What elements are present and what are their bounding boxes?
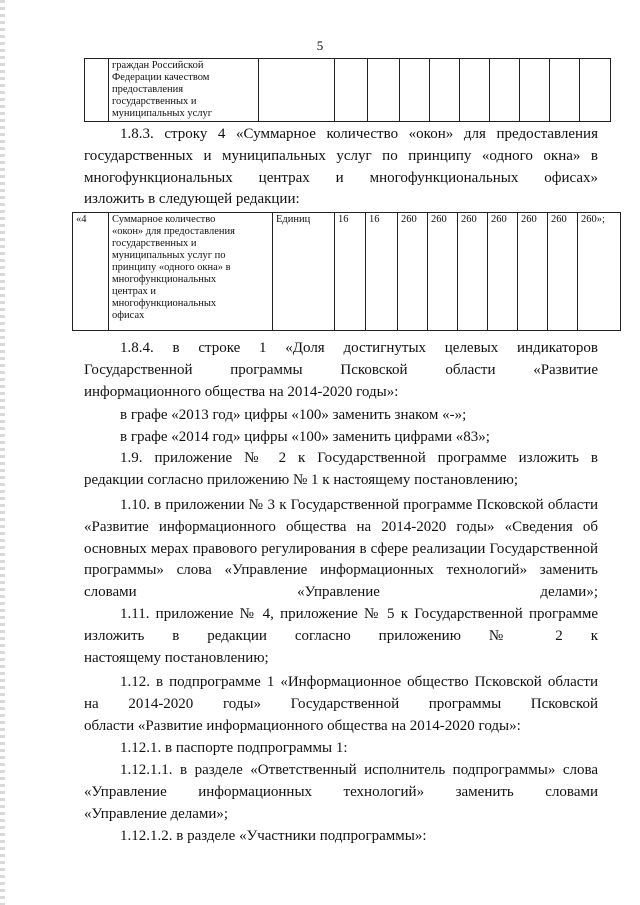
- table-cell: [580, 59, 611, 122]
- table-cell: [460, 59, 490, 122]
- value-cell: 260: [488, 213, 518, 331]
- paragraph-1-9: [84, 448, 598, 470]
- text-line: реализации Государственной программы» слова «Управление: [84, 540, 598, 579]
- line-2013: в графе «2013 год» цифры «100» заменить знаком «-»;: [120, 407, 467, 423]
- paragraph-1-11-end: настоящему постановлению;: [84, 650, 269, 666]
- text-line: информационных технологий» заменить словами «Управление делами»;: [84, 562, 598, 601]
- paragraph-1-12-end: области «Развитие информационного общества на 2014-2020 годы»:: [84, 718, 521, 734]
- line-1-12-1-2: 1.12.1.2. в разделе «Участники подпрограммы»:: [120, 828, 427, 844]
- value-cell: 260: [428, 213, 458, 331]
- cell-text-line: муниципальных услуг: [112, 108, 213, 119]
- cell-text-line: Суммарное количество: [112, 214, 216, 225]
- unit-cell: Единиц: [273, 213, 335, 331]
- line-1-12-1: 1.12.1. в паспорте подпрограммы 1:: [120, 740, 348, 756]
- value-cell: 16: [335, 213, 366, 331]
- table-row: [85, 59, 611, 122]
- scan-edge: [0, 0, 5, 905]
- table-row: [73, 213, 621, 331]
- paragraph-1-12: [84, 672, 598, 716]
- table-cell: [109, 59, 259, 122]
- cell-text-line: Федерации качеством: [112, 72, 210, 83]
- paragraph-1-8-3: [84, 124, 598, 189]
- cell-text-line: принципу «одного окна» в: [112, 262, 231, 273]
- table-cell: [490, 59, 520, 122]
- cell-text-line: центрах и: [112, 286, 157, 297]
- cell-text-line: офисах: [112, 310, 145, 321]
- indicator-name-cell: [109, 213, 273, 331]
- value-cell: 16: [366, 213, 398, 331]
- cell-text-line: многофункциональных: [112, 274, 217, 285]
- value-cell: 260»;: [578, 213, 621, 331]
- text-line: области «Развитие информационного общества на 2014-2020 годы»: [84, 497, 599, 535]
- table-cell: [259, 59, 335, 122]
- value-cell: 260: [398, 213, 428, 331]
- paragraph-1-11: [84, 604, 598, 648]
- paragraph-1-8-4-end: информационного общества на 2014-2020 годы»:: [84, 384, 399, 400]
- table-cell: [85, 59, 109, 122]
- cell-text-line: предоставления: [112, 84, 184, 95]
- table-cell: [335, 59, 368, 122]
- text-line: 1.9. приложение № 2 к Государственной программе изложить в: [120, 450, 598, 466]
- text-line: 1.12.1.1. в разделе «Ответственный исполнитель подпрограммы»: [120, 762, 556, 778]
- text-line: 1.8.3. строку 4 «Суммарное количество «окон» для предоставления: [120, 126, 598, 142]
- text-line: Государственной программы Псковской области «Развитие: [84, 361, 598, 378]
- table-cell: [430, 59, 460, 122]
- value-cell: 260: [548, 213, 578, 331]
- text-line: 1.10. в приложении № 3 к Государственной программе Псковской: [120, 497, 544, 513]
- paragraph-1-8-3-end: изложить в следующей редакции:: [84, 191, 300, 207]
- cell-text-line: «окон» для предоставления: [112, 226, 235, 237]
- table-cell: [550, 59, 580, 122]
- cell-text-line: граждан Российской: [112, 60, 204, 71]
- cell-text-line: многофункциональных: [112, 298, 217, 309]
- table-cell: [520, 59, 550, 122]
- line-2014: в графе «2014 год» цифры «100» заменить цифрами «83»;: [120, 429, 490, 445]
- table-top-fragment: [84, 58, 611, 122]
- table-row-4: [72, 212, 621, 331]
- table-cell: [368, 59, 400, 122]
- cell-text-line: муниципальных услуг по: [112, 250, 226, 261]
- text-line: многофункциональных центрах и многофункциональных офисах»: [84, 169, 598, 186]
- value-cell: 260: [518, 213, 548, 331]
- paragraph-1-10: [84, 495, 598, 604]
- text-line: 1.12. в подпрограмме 1 «Информационное общество Псковской: [120, 674, 542, 690]
- page-number: 5: [316, 38, 324, 53]
- paragraph-1-12-1-1-end: «Управление делами»;: [84, 806, 229, 822]
- cell-text-line: государственных и: [112, 96, 197, 107]
- paragraph-1-12-1-1: [84, 760, 598, 804]
- paragraph-1-8-4: [84, 338, 598, 382]
- text-line: слова «Управление информационных технологий» заменить словами: [84, 762, 598, 800]
- value-cell: 260: [458, 213, 488, 331]
- text-line: 1.8.4. в строке 1 «Доля достигнутых целевых индикаторов: [120, 340, 598, 356]
- text-line: «Сведения об основных мерах правового регулирования в сфере: [84, 518, 599, 557]
- paragraph-1-9-end: редакции согласно приложению № 1 к настоящему постановлению;: [84, 472, 519, 488]
- row-number-cell: «4: [73, 213, 109, 331]
- table-cell: [400, 59, 430, 122]
- text-line: государственных и муниципальных услуг по принципу «одного окна» в: [84, 147, 598, 164]
- text-line: программе изложить в редакции согласно приложению № 2 к: [84, 606, 598, 644]
- text-line: 1.11. приложение № 4, приложение № 5 к Государственной: [120, 606, 523, 622]
- text-line: области на 2014-2020 годы» Государственной программы Псковской: [84, 674, 598, 712]
- cell-text-line: государственных и: [112, 238, 197, 249]
